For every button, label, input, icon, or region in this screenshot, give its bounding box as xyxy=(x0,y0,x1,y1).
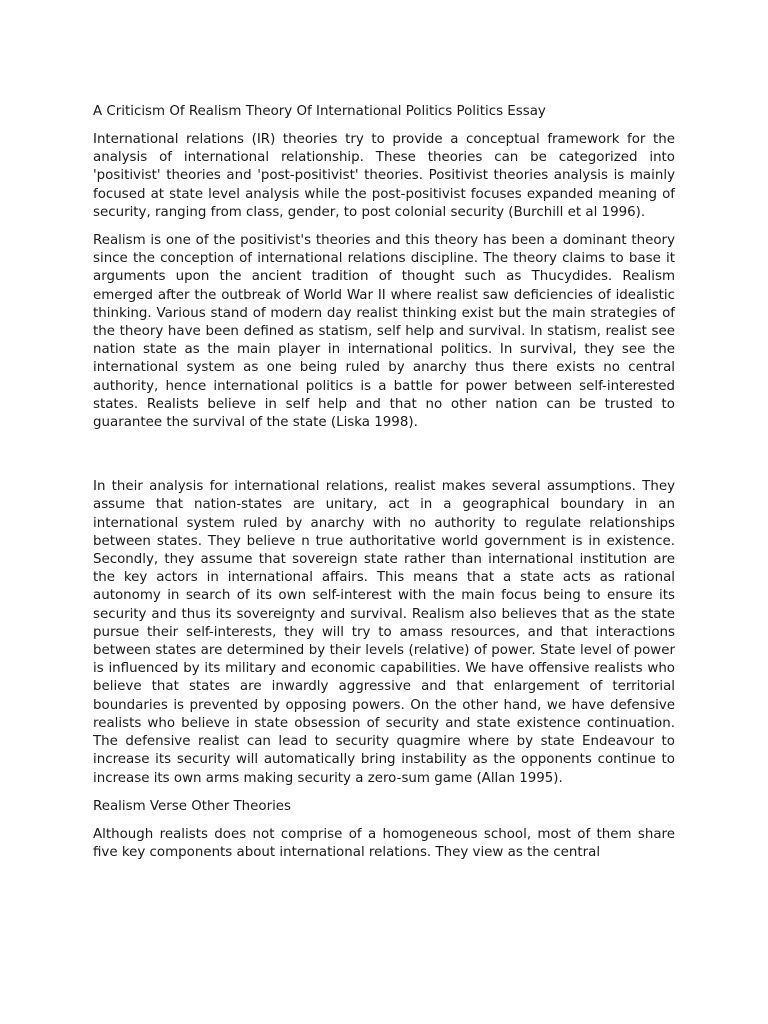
spacer xyxy=(93,222,675,232)
document-title: A Criticism Of Realism Theory Of International Politics Politics Essay xyxy=(93,104,546,119)
paragraph-final: Although realists does not comprise of a homogeneous school, most of them share five key components about international relations. They view as the central xyxy=(93,826,675,860)
document-page xyxy=(93,103,675,862)
paragraph-realism: Realism is one of the positivist's theories and this theory has been a dominant theory since the conception of international relations discipline. The theory claims to base it arguments upon the ancient tradition of thought such as Thucydides. Realism emerged after the outbreak of World War II where realist saw deficiencies of idealistic thinking. Various stand of modern day realist thinking exist but the main strategies of the theory have been defined as statism, self help and survival. In statism, realist see nation state as the main player in international politics. In survival, they see the international system as one being ruled by anarchy thus there exists no central authority, hence international politics is a battle for power between self-interested states. Realists believe in self help and that no other nation can be trusted to guarantee the survival of the state (Liska 1998). xyxy=(93,233,675,431)
section-heading: Realism Verse Other Theories xyxy=(93,798,292,814)
paragraph-assumptions: In their analysis for international relations, realist makes several assumptions. They assume that nation-states are unitary, act in a geographical boundary in an international system ruled by anarchy with no authority to regulate relationships between states. They believe n true authoritative world government is in existence. Secondly, they assume that sovereign state rather than international institution are the key actors in international affairs. This means that a state acts as rational autonomy in search of its own self-interest with the main focus being to ensure its security and thus its sovereignty and survival. Realism also believes that as the state pursue their self-interests, they will try to amass resources, and that interactions between states are determined by their levels (relative) of power. State level of power is influenced by its military and economic capabilities. We have offensive realists who believe that states are inwardly aggressive and that enlargement of territorial boundaries is prevented by opposing powers. On the other hand, we have defensive realists who believe in state obsession of security and state existence continuation. The defensive realist can lead to security quagmire where by state Endeavour to increase its security will automatically bring instability as the opponents continue to increase its own arms making security a zero-sum game (Allan 1995). xyxy=(93,479,675,786)
spacer xyxy=(93,816,675,826)
spacer xyxy=(93,788,675,798)
spacer xyxy=(93,432,675,478)
paragraph-intro: International relations (IR) theories try to provide a conceptual framework for the analysis of international relationship. These theories can be categorized into 'positivist' theories and 'post-positivist' theories. Positivist theories analysis is mainly focused at state level analysis while the post-positivist focuses expanded meaning of security, ranging from class, gender, to post colonial security (Burchill et al 1996). xyxy=(93,132,675,220)
